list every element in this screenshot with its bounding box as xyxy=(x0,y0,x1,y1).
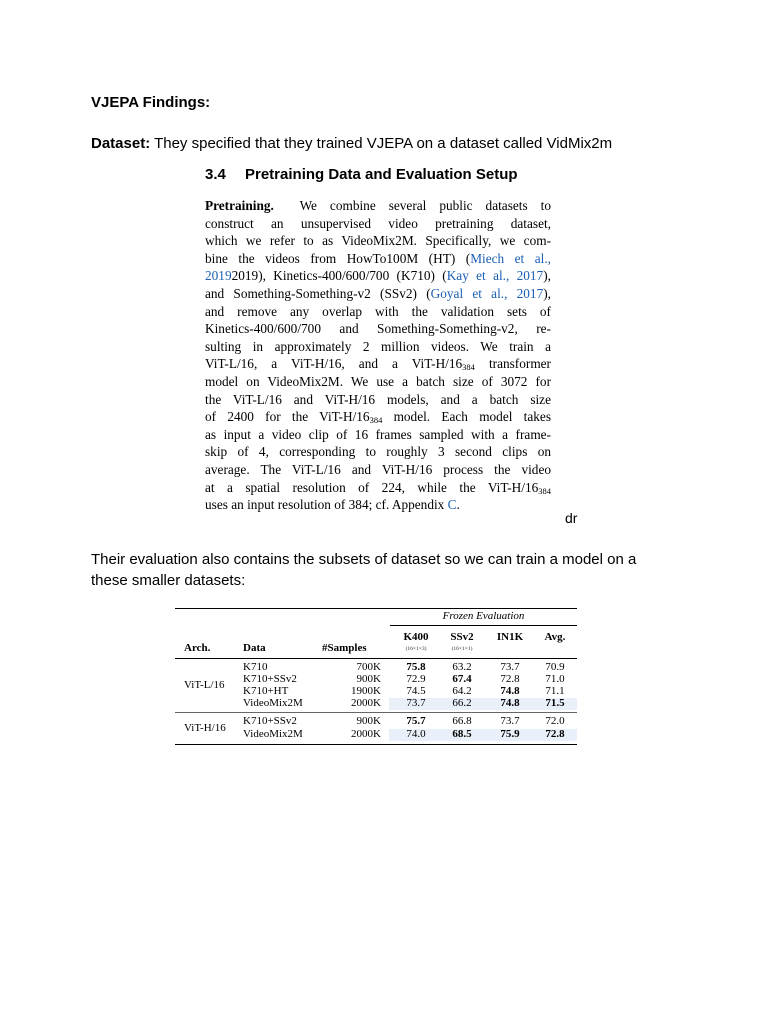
samples-cell: 900K xyxy=(356,673,381,685)
data-cell: VideoMix2M xyxy=(243,697,303,709)
ssv2-cell: 66.2 xyxy=(452,697,472,709)
k400-cell: 75.8 xyxy=(406,661,426,673)
citation-link[interactable]: Miech et al., xyxy=(470,250,551,266)
in1k-cell: 74.8 xyxy=(500,697,520,709)
in1k-cell: 73.7 xyxy=(500,715,520,727)
dataset-label: Dataset: xyxy=(91,135,151,152)
eval-line-1: Their evaluation also contains the subsets of dataset so we can train a model on a xyxy=(91,551,637,568)
group-rule xyxy=(390,625,577,626)
subscript-384: 384 xyxy=(462,362,475,373)
ssv2-cell: 66.8 xyxy=(452,715,472,727)
para-line-text: ), xyxy=(543,268,551,284)
para-lead: Pretraining. xyxy=(205,198,274,213)
samples-cell: 900K xyxy=(356,715,381,727)
in1k-cell: 74.8 xyxy=(500,685,520,697)
para-line: which we refer to as VideoMix2M. Specifically, we com- xyxy=(205,233,551,249)
col-ssv2-sub: (16×1×1) xyxy=(451,646,473,652)
para-line-text: transformer xyxy=(474,356,551,372)
in1k-cell: 72.8 xyxy=(500,673,520,685)
avg-cell: 71.0 xyxy=(545,673,565,685)
col-k400: K400 xyxy=(403,631,429,643)
col-arch: Arch. xyxy=(184,642,211,654)
ssv2-cell: 68.5 xyxy=(452,728,472,740)
para-line xyxy=(205,267,551,285)
samples-cell: 2000K xyxy=(351,697,381,709)
results-table xyxy=(175,608,577,748)
data-cell: K710+SSv2 xyxy=(243,673,297,685)
arch-cell: ViT-H/16 xyxy=(184,722,226,734)
data-cell: VideoMix2M xyxy=(243,728,303,740)
dr-note: dr xyxy=(565,510,578,526)
header-rule xyxy=(175,658,577,659)
k400-cell: 74.5 xyxy=(406,685,426,697)
col-samples: #Samples xyxy=(322,642,367,654)
para-line xyxy=(205,408,551,426)
col-in1k: IN1K xyxy=(496,631,524,643)
para-line-text: 2019), Kinetics-400/600/700 (K710) ( xyxy=(231,268,447,284)
subscript-384: 384 xyxy=(538,485,551,496)
para-line: as input a video clip of 16 frames sampled with a frame- xyxy=(205,426,551,442)
in1k-cell: 75.9 xyxy=(500,728,520,740)
para-line xyxy=(205,285,551,303)
arch-cell: ViT-L/16 xyxy=(184,679,225,691)
para-line-text: at a spatial resolution of 224, while the ViT-H/16 xyxy=(205,479,539,495)
para-line-text: uses an input resolution of 384; cf. Appendix xyxy=(205,497,448,513)
para-line-text: ViT-L/16, a ViT-H/16, and a ViT-H/16 xyxy=(205,356,463,372)
para-line-text: We combine several public datasets to xyxy=(299,198,551,213)
para-line xyxy=(205,355,551,373)
para-line-text: model. Each model takes xyxy=(382,409,551,425)
para-line xyxy=(205,250,551,268)
para-line-text: bine the videos from HowTo100M (HT) ( xyxy=(205,250,471,266)
avg-cell: 70.9 xyxy=(545,661,565,673)
samples-cell: 2000K xyxy=(351,728,381,740)
para-line: average. The ViT-L/16 and ViT-H/16 process the video xyxy=(205,461,551,477)
avg-cell: 71.1 xyxy=(545,685,565,697)
evaluation-paragraph xyxy=(91,549,651,591)
ssv2-cell: 63.2 xyxy=(452,661,472,673)
para-line-text: of 2400 for the ViT-H/16 xyxy=(205,409,370,425)
para-line xyxy=(205,479,551,497)
para-line-text: and Something-Something-v2 (SSv2) ( xyxy=(205,285,431,301)
samples-cell: 700K xyxy=(356,661,381,673)
para-line: construct an unsupervised video pretraining dataset, xyxy=(205,215,551,231)
in1k-cell: 73.7 xyxy=(500,661,520,673)
section-title: Pretraining Data and Evaluation Setup xyxy=(245,166,518,183)
para-line: skip of 4, corresponding to roughly 3 second clips on xyxy=(205,444,551,460)
avg-cell: 72.8 xyxy=(545,728,565,740)
col-avg: Avg. xyxy=(544,631,566,643)
eval-line-2: these smaller datasets: xyxy=(91,572,246,589)
ssv2-cell: 64.2 xyxy=(452,685,472,697)
excerpt-section-heading xyxy=(205,166,518,183)
para-line: model on VideoMix2M. We use a batch size of 3072 for xyxy=(205,373,551,389)
para-line-text: ), xyxy=(543,285,551,301)
avg-cell: 71.5 xyxy=(545,697,565,709)
citation-link[interactable]: 2019 xyxy=(205,268,232,284)
para-line xyxy=(205,197,551,215)
k400-cell: 72.9 xyxy=(406,673,426,685)
excerpt-paragraph xyxy=(205,197,551,514)
data-cell: K710+SSv2 xyxy=(243,715,297,727)
group-divider xyxy=(175,712,577,713)
table-bottom-rule xyxy=(175,744,577,745)
dataset-line xyxy=(91,135,612,152)
para-line-text: . xyxy=(456,497,460,513)
data-cell: K710 xyxy=(243,661,268,673)
dataset-text: They specified that they trained VJEPA on a dataset called VidMix2m xyxy=(150,135,613,152)
data-cell: K710+HT xyxy=(243,685,289,697)
k400-cell: 73.7 xyxy=(406,697,426,709)
subscript-384: 384 xyxy=(369,415,383,426)
k400-cell: 75.7 xyxy=(406,715,426,727)
samples-cell: 1900K xyxy=(351,685,381,697)
citation-link[interactable]: Goyal et al., 2017 xyxy=(430,285,544,301)
section-number: 3.4 xyxy=(205,166,226,183)
document-title: VJEPA Findings: xyxy=(91,94,211,111)
col-ssv2: SSv2 xyxy=(450,631,474,643)
citation-link[interactable]: Kay et al., 2017 xyxy=(446,268,544,284)
col-data: Data xyxy=(243,642,266,654)
group-header: Frozen Evaluation xyxy=(442,610,525,622)
para-line: Kinetics-400/600/700 and Something-Something-v2, re- xyxy=(205,321,551,337)
ssv2-cell: 67.4 xyxy=(452,673,472,685)
para-line xyxy=(205,496,551,514)
col-k400-sub: (16×1×3) xyxy=(405,646,427,652)
appendix-link[interactable]: C xyxy=(447,497,457,513)
avg-cell: 72.0 xyxy=(545,715,565,727)
k400-cell: 74.0 xyxy=(406,728,426,740)
para-line: the ViT-L/16 and ViT-H/16 models, and a batch size xyxy=(205,391,551,407)
para-line: sulting in approximately 2 million videos. We train a xyxy=(205,338,551,354)
para-line: and remove any overlap with the validation sets of xyxy=(205,303,551,319)
